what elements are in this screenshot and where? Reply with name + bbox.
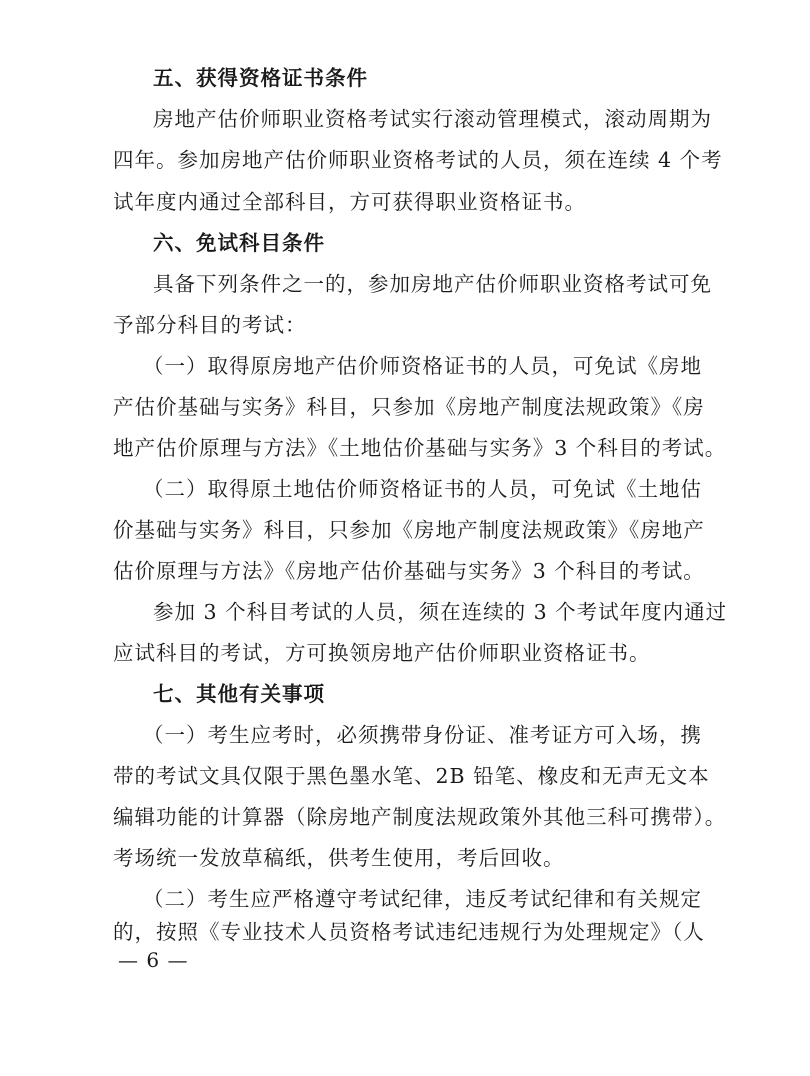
paragraph-line: 编辑功能的计算器（除房地产制度法规政策外其他三科可携带）。 xyxy=(113,805,727,829)
section-5-heading: 五、获得资格证书条件 xyxy=(153,66,368,90)
paragraph-line: 带的考试文具仅限于黑色墨水笔、2B 铅笔、橡皮和无声无文本 xyxy=(113,764,710,788)
paragraph-line: 四年。参加房地产估价师职业资格考试的人员，须在连续 4 个考 xyxy=(113,148,723,172)
paragraph-line: 地产估价原理与方法》《土地估价基础与实务》3 个科目的考试。 xyxy=(113,436,727,460)
paragraph-line: 参加 3 个科目考试的人员，须在连续的 3 个考试年度内通过 xyxy=(153,600,728,624)
paragraph-line: 应试科目的考试，方可换领房地产估价师职业资格证书。 xyxy=(113,641,651,665)
paragraph-line: 房地产估价师职业资格考试实行滚动管理模式，滚动周期为 xyxy=(153,107,712,131)
paragraph-line: 试年度内通过全部科目，方可获得职业资格证书。 xyxy=(113,190,586,214)
paragraph-line: 产估价基础与实务》科目，只参加《房地产制度法规政策》《房 xyxy=(113,395,705,419)
paragraph-line: 的，按照《专业技术人员资格考试违纪违规行为处理规定》（人 xyxy=(113,920,705,944)
section-7-heading: 七、其他有关事项 xyxy=(153,682,325,706)
page-number: — 6 — xyxy=(118,948,189,972)
paragraph-line: （二）考生应严格遵守考试纪律，违反考试纪律和有关规定 xyxy=(143,887,702,911)
paragraph-line: （一）取得原房地产估价师资格证书的人员，可免试《房地 xyxy=(143,354,702,378)
paragraph-line: 具备下列条件之一的，参加房地产估价师职业资格考试可免 xyxy=(153,272,712,296)
paragraph-line: 价基础与实务》科目，只参加《房地产制度法规政策》《房地产 xyxy=(113,518,705,542)
paragraph-line: （二）取得原土地估价师资格证书的人员，可免试《土地估 xyxy=(143,477,702,501)
section-6-heading: 六、免试科目条件 xyxy=(153,231,325,255)
paragraph-line: 予部分科目的考试： xyxy=(113,313,307,337)
paragraph-line: （一）考生应考时，必须携带身份证、准考证方可入场，携 xyxy=(143,723,702,747)
paragraph-line: 估价原理与方法》《房地产估价基础与实务》3 个科目的考试。 xyxy=(113,559,705,583)
paragraph-line: 考场统一发放草稿纸，供考生使用，考后回收。 xyxy=(113,846,565,870)
